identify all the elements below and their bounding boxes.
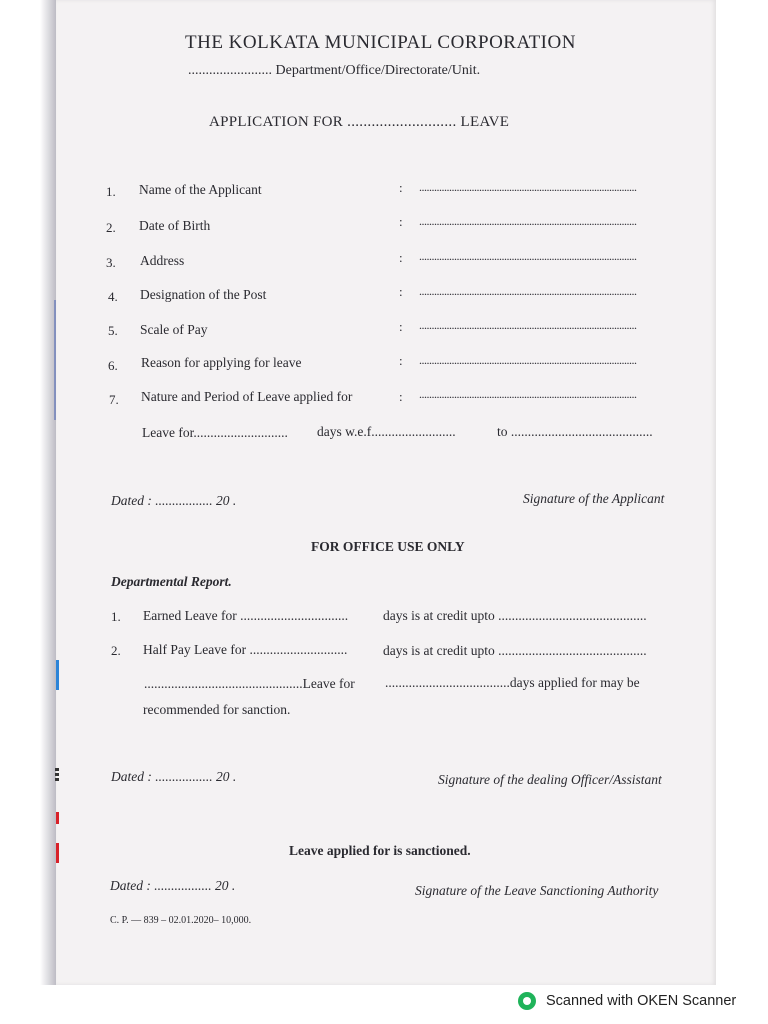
office-use-heading: FOR OFFICE USE ONLY <box>311 539 465 554</box>
half-pay-number: 2. <box>111 643 121 658</box>
scanner-watermark <box>518 990 736 1012</box>
field-6-number: 6. <box>108 358 118 373</box>
sanctioned-heading: Leave applied for is sanctioned. <box>289 843 471 858</box>
field-1-colon: : <box>399 180 403 195</box>
applicant-dated[interactable]: Dated : ................. 20 . <box>111 493 237 508</box>
sanction-dated[interactable]: Dated : ................. 20 . <box>110 878 236 893</box>
field-5-colon: : <box>399 319 403 334</box>
earned-leave-credit-field[interactable]: days is at credit upto ............................................ <box>383 608 647 623</box>
earned-leave-number: 1. <box>111 609 121 624</box>
field-5-label: Scale of Pay <box>140 322 208 337</box>
field-2-blank[interactable]: ....................................................................................... <box>419 214 637 228</box>
field-4-colon: : <box>399 284 403 299</box>
field-4-blank[interactable]: ....................................................................................... <box>419 284 637 298</box>
leave-for-blank[interactable]: ...............................................Leave for <box>144 676 355 691</box>
field-3-number: 3. <box>106 255 116 270</box>
field-6-label: Reason for applying for leave <box>141 355 302 370</box>
scanner-text: Scanned with OKEN Scanner <box>546 993 737 1009</box>
field-3-label: Address <box>140 253 185 268</box>
field-2-label: Date of Birth <box>139 218 211 233</box>
application-title: APPLICATION FOR ........................... LEAVE <box>209 114 510 130</box>
field-1-number: 1. <box>106 184 116 199</box>
field-6-colon: : <box>399 353 403 368</box>
field-3-blank[interactable]: ....................................................................................... <box>419 249 637 263</box>
field-2-number: 2. <box>106 220 116 235</box>
to-date-field[interactable]: to .......................................... <box>497 424 653 439</box>
form-code: C. P. — 839 – 02.01.2020– 10,000. <box>110 915 252 926</box>
dealing-officer-signature-label: Signature of the dealing Officer/Assistant <box>438 772 662 787</box>
departmental-report-label: Departmental Report. <box>111 574 232 589</box>
leave-for-field[interactable]: Leave for............................ <box>142 425 288 440</box>
field-2-colon: : <box>399 214 403 229</box>
field-6-blank[interactable]: ....................................................................................... <box>419 353 637 367</box>
department-line: ........................ Department/Office/Directorate/Unit. <box>188 63 481 78</box>
field-5-number: 5. <box>108 323 118 338</box>
field-7-blank[interactable]: ....................................................................................... <box>419 387 637 401</box>
field-7-label: Nature and Period of Leave applied for <box>141 389 353 404</box>
days-wef-field[interactable]: days w.e.f......................... <box>317 424 456 439</box>
applicant-signature-label: Signature of the Applicant <box>523 491 665 506</box>
page-edge-shadow <box>40 0 56 985</box>
edge-mark-blue <box>56 660 59 690</box>
corporation-title: THE KOLKATA MUNICIPAL CORPORATION <box>185 32 576 53</box>
half-pay-credit-field[interactable]: days is at credit upto ............................................ <box>383 643 647 658</box>
earned-leave-field[interactable]: Earned Leave for ................................ <box>143 608 349 623</box>
edge-mark-red <box>56 812 59 824</box>
half-pay-leave-field[interactable]: Half Pay Leave for ............................. <box>143 642 348 657</box>
field-4-number: 4. <box>108 289 118 304</box>
scanner-logo-icon <box>518 992 536 1010</box>
field-3-colon: : <box>399 250 403 265</box>
office-dated[interactable]: Dated : ................. 20 . <box>111 769 237 784</box>
field-7-number: 7. <box>109 392 119 407</box>
edge-mark-dots <box>55 768 59 782</box>
days-applied-blank[interactable]: .....................................days applied for may be <box>385 675 640 690</box>
field-7-colon: : <box>399 389 403 404</box>
field-5-blank[interactable]: ....................................................................................... <box>419 318 637 332</box>
edge-mark-red <box>56 843 59 863</box>
field-4-label: Designation of the Post <box>140 287 267 302</box>
field-1-label: Name of the Applicant <box>139 182 262 197</box>
field-1-blank[interactable]: ....................................................................................... <box>419 180 637 194</box>
edge-mark <box>54 300 56 420</box>
recommended-text: recommended for sanction. <box>143 702 291 717</box>
sanctioning-authority-signature-label: Signature of the Leave Sanctioning Authority <box>415 883 659 898</box>
